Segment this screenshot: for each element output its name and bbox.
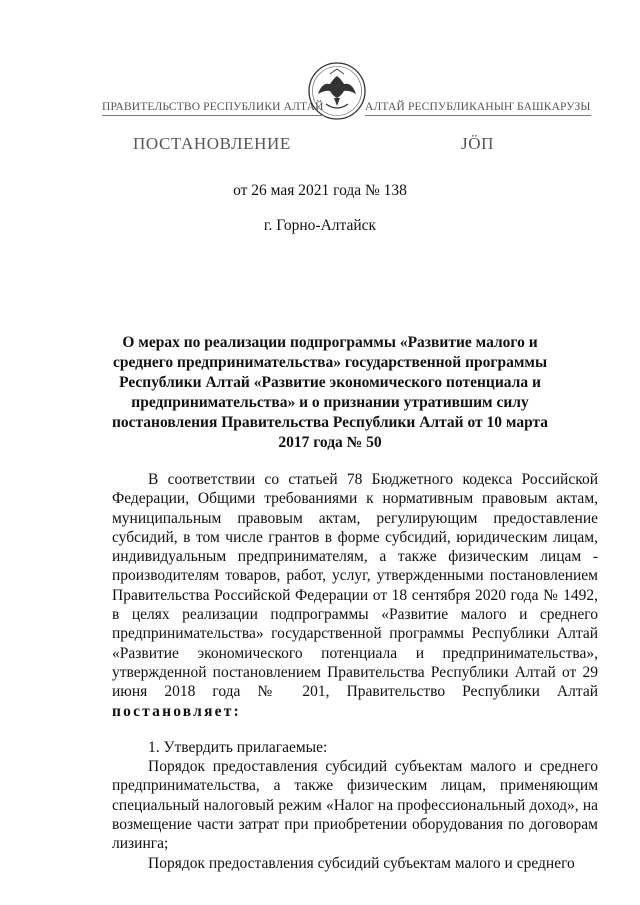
- preamble-text: В соответствии со статьей 78 Бюджетного кодекса Российской Федерации, Общими требованиями к нормативным правовым актам, муниципальным правовым актам, регулирующим предоставление субсидий, в том числе грантов в форме субсидий, юридическим лицам, индивидуальным предпринимателям, а также физическим лицам - производителям товаров, работ, услуг, утвержденными постановлением Правительства Российской Федерации от 18 сентября 2020 года № 1492, в целях реализации подпрограммы «Развитие малого и среднего предпринимательства» государственной программы Республики Алтай «Развитие экономического потенциала и предпринимательства», утвержденной постановлением Правительства Республики Алтай от 29 июня 2018 года № 201, Правительство Республики Алтай: [112, 471, 598, 701]
- document-title: О мерах по реализации подпрограммы «Развитие малого и среднего предпринимательства» государственной программы Республики Алтай «Развитие экономического потенциала и предпринимательства» и о признании утратившим силу постановления Правительства Республики Алтай от 10 марта 2017 года № 50: [111, 334, 549, 451]
- doc-type-right: ЈӦП: [461, 134, 494, 153]
- preamble-paragraph: [112, 470, 598, 721]
- date-number: от 26 мая 2021 года № 138: [233, 182, 407, 199]
- header-left-org: ПРАВИТЕЛЬСТВО РЕСПУБЛИКИ АЛТАЙ: [102, 101, 324, 116]
- item-1-b: Порядок предоставления субсидий субъектам малого и среднего: [148, 854, 575, 872]
- item-1-a: Порядок предоставления субсидий субъектам малого и среднего предпринимательства, а также физическим лицам, применяющим специальный налоговый режим «Налог на профессиональный доход», на возмещение части затрат при приобретении оборудования по договорам лизинга;: [112, 758, 598, 853]
- decree-word: постановляет: [112, 702, 234, 720]
- document-body: [112, 470, 598, 873]
- item-1: 1. Утвердить прилагаемые:: [148, 738, 328, 756]
- city: г. Горно-Алтайск: [263, 217, 377, 234]
- header-right-org: АЛТАЙ РЕСПУБЛИКАНЫҤ БАШКАРУЗЫ: [365, 101, 591, 116]
- doc-type-left: ПОСТАНОВЛЕНИЕ: [133, 134, 291, 153]
- decree-colon: :: [233, 702, 241, 720]
